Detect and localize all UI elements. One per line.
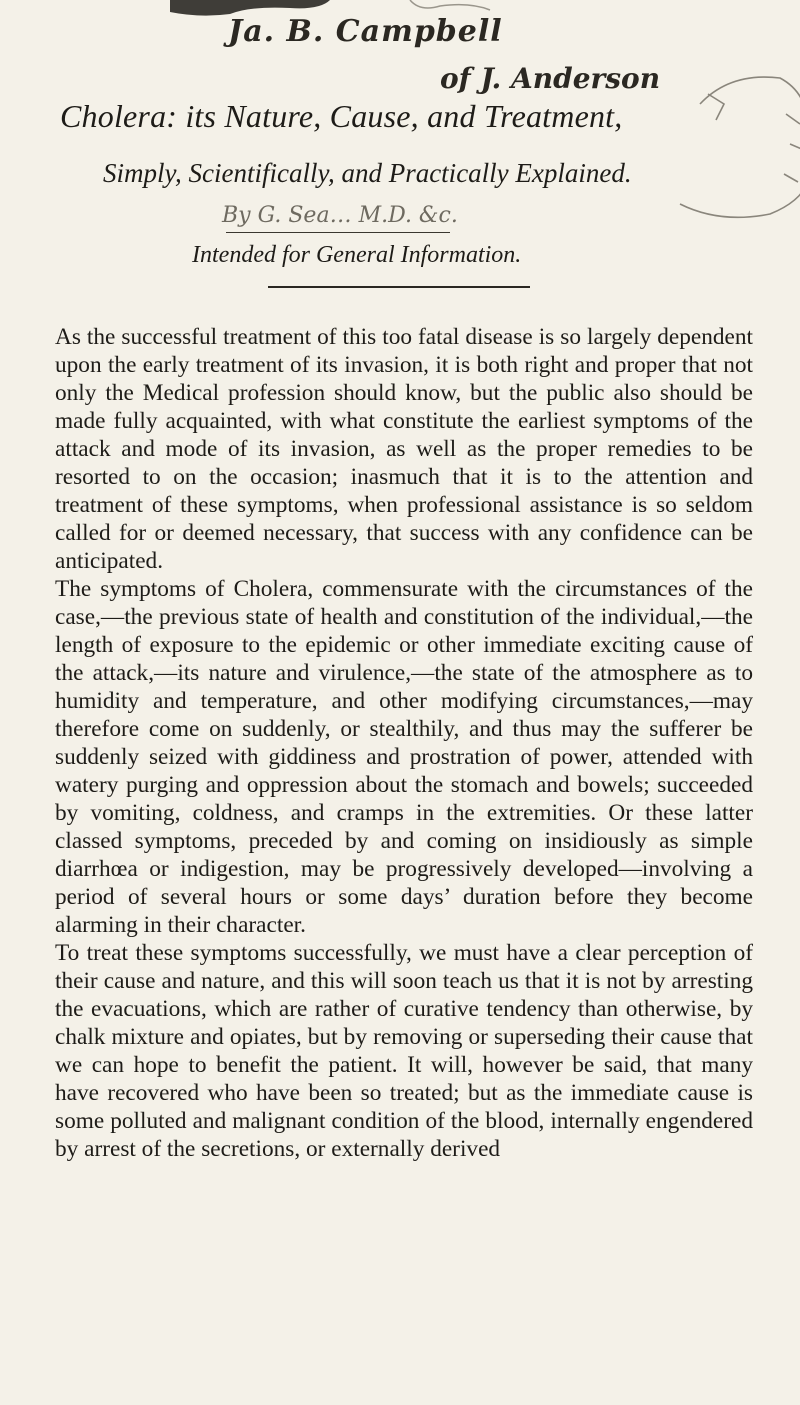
- handwritten-byline: By G. Sea… M.D. &c.: [222, 203, 458, 228]
- document-subtitle: Simply, Scientifically, and Practically Explained.: [103, 158, 632, 188]
- intended-audience-line: Intended for General Information.: [192, 242, 522, 268]
- handwritten-annotation-second: of J. Anderson: [440, 62, 661, 95]
- library-stamp: [660, 64, 800, 224]
- handwritten-annotation-top: Ja. B. Campbell: [228, 14, 503, 49]
- paragraph: As the successful treatment of this too fatal disease is so largely dependent upon the early treatment of its invasion, it is both right and proper that not only the Medical profession should know, but the public also should be made fully acquainted, with what constitute the earliest symptoms of the attack and mode of its invasion, as well as the proper remedies to be resorted to on the occasion; inasmuch that it is to the attention and treatment of these symptoms, when professional assistance is so seldom called for or deemed necessary, that success with any confidence can be anticipated.: [55, 324, 753, 574]
- section-divider: [268, 286, 530, 288]
- body-text: [55, 323, 753, 1163]
- byline-underline: [226, 232, 450, 233]
- paragraph: The symptoms of Cholera, commensurate with the circumstances of the case,—the previous state of health and constitution of the individual,—the length of exposure to the epidemic or other immediate exciting cause of the attack,—its nature and virulence,—the state of the atmosphere as to humidity and temperature, and other modifying circumstances,—may therefore come on suddenly, or stealthily, and thus may the sufferer be suddenly seized with giddiness and prostration of power, attended with watery purging and oppression about the stomach and bowels; succeeded by vomiting, coldness, and cramps in the extremities. Or these latter classed symptoms, preceded by and coming on insidiously as simple diarrhœa or indigestion, may be progressively developed—involving a period of several hours or some days’ duration before they become alarming in their character.: [55, 576, 753, 938]
- paragraph: To treat these symptoms successfully, we must have a clear perception of their cause and nature, and this will soon teach us that it is not by arresting the evacuations, which are rather of curative tendency than otherwise, by chalk mixture and opiates, but by removing or superseding their cause that we can hope to benefit the patient. It will, however be said, that many have recovered who have been so treated; but as the immediate cause is some polluted and malignant condition of the blood, internally engendered by arrest of the secretions, or externally derived: [55, 940, 753, 1162]
- document-title: Cholera: its Nature, Cause, and Treatment,: [60, 98, 623, 134]
